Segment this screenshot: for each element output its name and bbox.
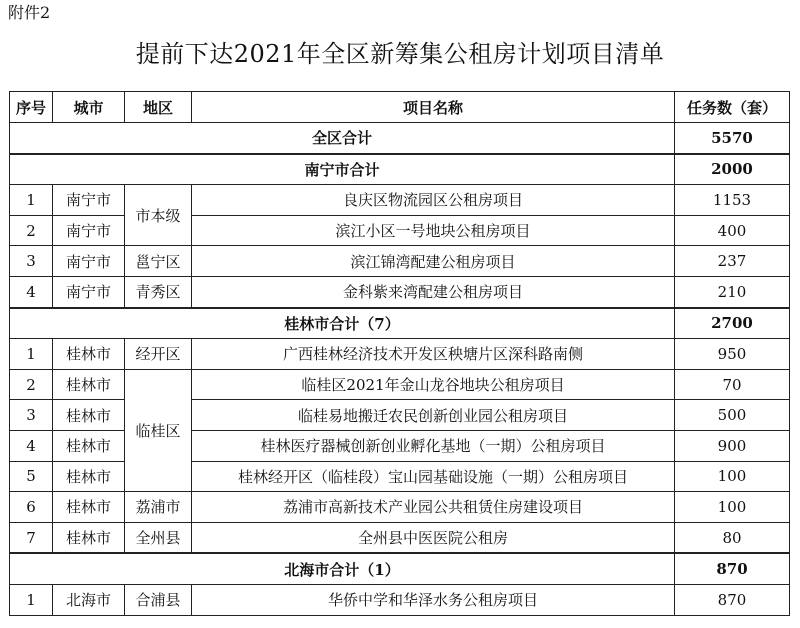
group-total-value: 2700 xyxy=(675,308,790,339)
row-city: 桂林市 xyxy=(53,492,125,523)
row-task-count: 100 xyxy=(675,461,790,492)
row-serial-number: 5 xyxy=(10,461,53,492)
row-district: 经开区 xyxy=(125,339,192,370)
table-row xyxy=(10,276,790,307)
table-row xyxy=(10,246,790,277)
row-serial-number: 7 xyxy=(10,522,53,553)
grand-total-label: 全区合计 xyxy=(10,123,675,154)
row-task-count: 400 xyxy=(675,215,790,246)
row-project-name: 华侨中学和华泽水务公租房项目 xyxy=(192,584,675,615)
group-total-label: 南宁市合计 xyxy=(10,154,675,185)
header-task-count: 任务数（套） xyxy=(675,92,790,123)
row-city: 南宁市 xyxy=(53,215,125,246)
row-serial-number: 6 xyxy=(10,492,53,523)
row-district: 市本级 xyxy=(125,185,192,246)
row-city: 南宁市 xyxy=(53,246,125,277)
row-task-count: 870 xyxy=(675,584,790,615)
row-project-name: 荔浦市高新技术产业园公共租赁住房建设项目 xyxy=(192,492,675,523)
row-task-count: 70 xyxy=(675,369,790,400)
row-task-count: 900 xyxy=(675,430,790,461)
group-total-label: 北海市合计（1） xyxy=(10,553,675,584)
row-district: 邕宁区 xyxy=(125,246,192,277)
row-project-name: 广西桂林经济技术开发区秧塘片区深科路南侧 xyxy=(192,339,675,370)
row-task-count: 100 xyxy=(675,492,790,523)
row-serial-number: 4 xyxy=(10,430,53,461)
row-task-count: 80 xyxy=(675,522,790,553)
table-row xyxy=(10,369,790,400)
row-district: 青秀区 xyxy=(125,276,192,307)
group-total-label: 桂林市合计（7） xyxy=(10,308,675,339)
guilin-total-row xyxy=(10,308,790,339)
header-district: 地区 xyxy=(125,92,192,123)
row-project-name: 滨江小区一号地块公租房项目 xyxy=(192,215,675,246)
header-city: 城市 xyxy=(53,92,125,123)
header-project-name: 项目名称 xyxy=(192,92,675,123)
group-total-value: 2000 xyxy=(675,154,790,185)
beihai-total-row xyxy=(10,553,790,584)
row-city: 桂林市 xyxy=(53,461,125,492)
page-title: 提前下达2021年全区新筹集公租房计划项目清单 xyxy=(135,40,665,68)
header-serial-number: 序号 xyxy=(10,92,53,123)
row-project-name: 临桂区2021年金山龙谷地块公租房项目 xyxy=(192,369,675,400)
row-serial-number: 3 xyxy=(10,400,53,431)
row-serial-number: 1 xyxy=(10,185,53,216)
row-task-count: 210 xyxy=(675,276,790,307)
table-row xyxy=(10,185,790,216)
table-row xyxy=(10,584,790,615)
grand-total-value: 5570 xyxy=(675,123,790,154)
row-task-count: 950 xyxy=(675,339,790,370)
row-project-name: 全州县中医医院公租房 xyxy=(192,522,675,553)
row-city: 桂林市 xyxy=(53,430,125,461)
row-serial-number: 4 xyxy=(10,276,53,307)
table-row xyxy=(10,339,790,370)
row-city: 南宁市 xyxy=(53,276,125,307)
row-task-count: 500 xyxy=(675,400,790,431)
row-city: 北海市 xyxy=(53,584,125,615)
row-project-name: 桂林医疗器械创新创业孵化基地（一期）公租房项目 xyxy=(192,430,675,461)
row-city: 桂林市 xyxy=(53,339,125,370)
row-serial-number: 2 xyxy=(10,215,53,246)
row-district: 全州县 xyxy=(125,522,192,553)
row-district: 荔浦市 xyxy=(125,492,192,523)
row-serial-number: 1 xyxy=(10,584,53,615)
row-project-name: 金科紫来湾配建公租房项目 xyxy=(192,276,675,307)
row-project-name: 良庆区物流园区公租房项目 xyxy=(192,185,675,216)
row-city: 桂林市 xyxy=(53,400,125,431)
row-city: 南宁市 xyxy=(53,185,125,216)
row-district: 合浦县 xyxy=(125,584,192,615)
row-city: 桂林市 xyxy=(53,522,125,553)
row-city: 桂林市 xyxy=(53,369,125,400)
row-district: 临桂区 xyxy=(125,369,192,491)
row-project-name: 滨江锦湾配建公租房项目 xyxy=(192,246,675,277)
table-header-row xyxy=(10,92,790,123)
attachment-label: 附件2 xyxy=(8,3,51,22)
group-total-value: 870 xyxy=(675,553,790,584)
row-task-count: 237 xyxy=(675,246,790,277)
table-row xyxy=(10,522,790,553)
project-list-table xyxy=(9,91,790,616)
row-project-name: 桂林经开区（临桂段）宝山园基础设施（一期）公租房项目 xyxy=(192,461,675,492)
row-serial-number: 1 xyxy=(10,339,53,370)
grand-total-row xyxy=(10,123,790,154)
row-task-count: 1153 xyxy=(675,185,790,216)
row-serial-number: 2 xyxy=(10,369,53,400)
table-row xyxy=(10,492,790,523)
nanning-total-row xyxy=(10,154,790,185)
row-project-name: 临桂易地搬迁农民创新创业园公租房项目 xyxy=(192,400,675,431)
row-serial-number: 3 xyxy=(10,246,53,277)
